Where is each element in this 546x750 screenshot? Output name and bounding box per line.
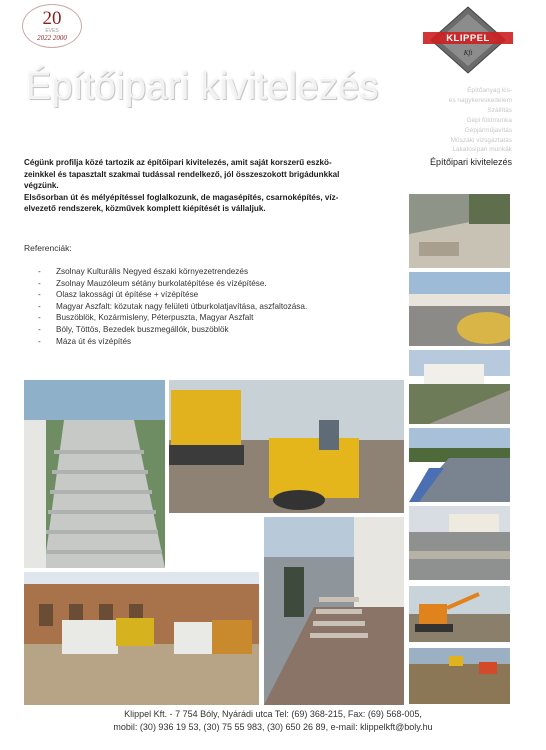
photo-stairs (24, 380, 165, 568)
logo-suffix: Kft (463, 49, 473, 57)
service-item: Szállítás (487, 106, 512, 114)
photo-road (409, 428, 510, 502)
photo-paving-stones (409, 194, 510, 268)
intro-line: elvezető rendszerek, közművek komplett kiépítését is vállaljuk. (24, 204, 266, 214)
service-item: Lakatosipari munkák (452, 146, 512, 154)
service-item: Műszaki vizsgáztatás (450, 136, 512, 144)
references-list (38, 266, 398, 347)
intro-line: végzünk. (24, 181, 59, 191)
photo-street (409, 506, 510, 580)
service-item: Gépi földmunka (466, 116, 512, 124)
reference-item: - Máza út és vízépítés (38, 336, 398, 348)
intro-line: zeinkkel és tapasztalt szakmai tudással rendelkező, jól összeszokott brigádunkkal (24, 169, 340, 179)
photo-construction-site (409, 648, 510, 704)
reference-item: - Zsolnay Mauzóleum sétány burkolatépítése és vízépítése. (38, 278, 398, 290)
photo-paved-stairs (264, 517, 404, 705)
photo-curved-paving (409, 272, 510, 346)
company-logo (423, 6, 513, 74)
reference-item: - Zsolnay Kulturális Negyed északi környezetrendezés (38, 266, 398, 278)
intro-text (24, 157, 400, 215)
service-item-active: Építőipari kivitelezés (429, 157, 512, 168)
reference-item: - Buszöblök, Kozármisleny, Péterpuszta, Magyar Aszfalt (38, 312, 398, 324)
reference-item: - Bóly, Töttös, Bezedek buszmegállók, buszöblök (38, 324, 398, 336)
intro-line: Cégünk profilja közé tartozik az építőipari kivitelezés, amit saját korszerű eszkö- (24, 158, 332, 167)
service-item: Építőanyag kis- (467, 87, 512, 94)
reference-item: - Olasz lakossági út építése + vízépítése (38, 289, 398, 301)
badge-years: 2022 2000 (37, 34, 67, 42)
badge-subtext: EVES (45, 28, 59, 34)
page-title: Építőipari kivitelezés (26, 66, 379, 108)
photo-house-driveway (409, 350, 510, 424)
anniversary-badge (22, 4, 82, 48)
footer-contacts: mobil: (30) 936 19 53, (30) 75 55 983, (30) 650 26 89, e-mail: klippelkft@boly.hu (113, 722, 433, 732)
badge-number: 20 (42, 8, 62, 29)
reference-item: - Magyar Aszfalt: közutak nagy felületi útburkolatjavítása, aszfaltozása. (38, 301, 398, 313)
logo-brand: KLIPPEL (446, 33, 490, 44)
photo-trucks (24, 572, 259, 705)
intro-line: Elsősorban út és mélyépítéssel foglalkozunk, de magasépítés, csarnoképítés, víz- (24, 192, 339, 202)
service-item: és nagykereskedelem (448, 96, 512, 104)
photo-excavator (409, 586, 510, 642)
footer-address: Klippel Kft. - 7 754 Bóly, Nyárádi utca Tel: (69) 368-215, Fax: (69) 568-005, (124, 709, 422, 719)
references-heading: Referenciák: (24, 243, 72, 253)
service-item: Gépjárműjavítás (464, 126, 512, 134)
photo-roller-machinery (169, 380, 404, 513)
services-list (382, 86, 512, 169)
